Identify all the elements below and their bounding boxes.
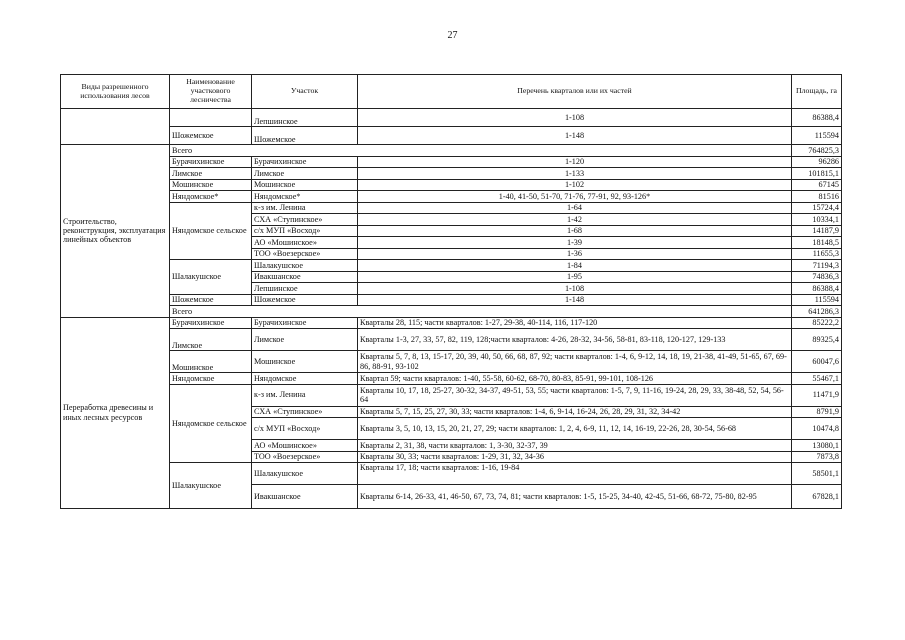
quarters-cell: 1-95 — [358, 271, 792, 283]
quarters-cell: 1-42 — [358, 214, 792, 226]
plot-cell: к-з им. Ленина — [252, 202, 358, 214]
plot-cell: СХА «Ступинское» — [252, 406, 358, 418]
plot-cell: Шалакушское — [252, 463, 358, 485]
area-cell: 81516 — [792, 191, 842, 203]
forestry-cell: Няндомское* — [170, 191, 252, 203]
plot-cell: Ивакшанское — [252, 271, 358, 283]
forestry-cell: Няндомское сельское — [170, 384, 252, 463]
quarters-cell: 1-36 — [358, 248, 792, 260]
quarters-cell: Кварталы 30, 33; части кварталов: 1-29, 31, 32, 34-36 — [358, 451, 792, 463]
table-row — [61, 202, 842, 214]
area-cell: 86388,4 — [792, 283, 842, 295]
area-cell: 115594 — [792, 294, 842, 306]
quarters-cell: Кварталы 1-3, 27, 33, 57, 82, 119, 128;части кварталов: 4-26, 28-32, 34-56, 58-81, 83-118, 120-127, 129-133 — [358, 329, 792, 351]
quarters-cell: 1-102 — [358, 179, 792, 191]
area-cell: 58501,1 — [792, 463, 842, 485]
table-row — [61, 127, 842, 145]
quarters-cell: Кварталы 5, 7, 8, 13, 15-17, 20, 39, 40, 50, 66, 68, 87, 92; части кварталов: 1-4, 6, 9-12, 14, 18, 19, 21-38, 41-49, 51-65, 67, 69-86, 88-91, 93-102 — [358, 351, 792, 373]
forestry-cell: Бурачихинское — [170, 317, 252, 329]
total-area: 764825,3 — [792, 145, 842, 157]
area-cell: 11471,9 — [792, 384, 842, 406]
plot-cell: Шожемское — [252, 294, 358, 306]
table-row — [61, 260, 842, 272]
forestry-cell: Шожемское — [170, 294, 252, 306]
quarters-cell: 1-148 — [358, 294, 792, 306]
quarters-cell: 1-120 — [358, 156, 792, 168]
header-area: Площадь, га — [792, 75, 842, 109]
plot-cell: Ивакшанское — [252, 485, 358, 509]
plot-cell: ТОО «Воезерское» — [252, 248, 358, 260]
area-cell: 85222,2 — [792, 317, 842, 329]
table-row — [61, 191, 842, 203]
header-forestry: Наименование участкового лесничества — [170, 75, 252, 109]
plot-cell: с/х МУП «Восход» — [252, 418, 358, 440]
area-cell: 13080,1 — [792, 440, 842, 452]
forestry-cell: Бурачихинское — [170, 156, 252, 168]
forestry-cell: Няндомское сельское — [170, 202, 252, 260]
quarters-cell: 1-64 — [358, 202, 792, 214]
total-label: Всего — [170, 306, 792, 318]
forestry-cell: Няндомское — [170, 373, 252, 385]
plot-cell: Лепшинское — [252, 283, 358, 295]
area-cell: 18148,5 — [792, 237, 842, 249]
area-cell: 89325,4 — [792, 329, 842, 351]
plot-cell: Мошинское — [252, 351, 358, 373]
plot-cell: Мошинское — [252, 179, 358, 191]
area-cell: 74836,3 — [792, 271, 842, 283]
table-row — [61, 329, 842, 351]
header-plot: Участок — [252, 75, 358, 109]
area-cell: 10334,1 — [792, 214, 842, 226]
total-area: 641286,3 — [792, 306, 842, 318]
plot-cell: Бурачихинское — [252, 317, 358, 329]
quarters-cell: Кварталы 17, 18; части кварталов: 1-16, 19-84 — [358, 463, 792, 485]
table-row — [61, 463, 842, 485]
plot-cell: СХА «Ступинское» — [252, 214, 358, 226]
quarters-cell: 1-39 — [358, 237, 792, 249]
plot-cell: Лимское — [252, 168, 358, 180]
forestry-cell: Лимское — [170, 329, 252, 351]
plot-cell: ТОО «Воезерское» — [252, 451, 358, 463]
use-type-cell: Строительство, реконструкция, эксплуатация линейных объектов — [61, 145, 170, 318]
use-type-cell: Переработка древесины и иных лесных ресурсов — [61, 317, 170, 509]
plot-cell: к-з им. Ленина — [252, 384, 358, 406]
area-cell: 67828,1 — [792, 485, 842, 509]
plot-cell: Бурачихинское — [252, 156, 358, 168]
forestry-cell: Шалакушское — [170, 260, 252, 295]
forestry-cell: Лимское — [170, 168, 252, 180]
area-cell: 60047,6 — [792, 351, 842, 373]
area-cell: 115594 — [792, 127, 842, 145]
table-row — [61, 351, 842, 373]
total-row — [61, 306, 842, 318]
table-row — [61, 156, 842, 168]
area-cell: 67145 — [792, 179, 842, 191]
plot-cell: с/х МУП «Восход» — [252, 225, 358, 237]
table-row — [61, 384, 842, 406]
area-cell: 101815,1 — [792, 168, 842, 180]
quarters-cell: 1-84 — [358, 260, 792, 272]
area-cell: 55467,1 — [792, 373, 842, 385]
quarters-cell: Кварталы 28, 115; части кварталов: 1-27, 29-38, 40-114, 116, 117-120 — [358, 317, 792, 329]
plot-cell: Няндомское* — [252, 191, 358, 203]
forestry-cell: Шожемское — [170, 127, 252, 145]
forestry-cell: Мошинское — [170, 351, 252, 373]
quarters-cell: 1-133 — [358, 168, 792, 180]
table-row — [61, 294, 842, 306]
plot-cell: Шалакушское — [252, 260, 358, 272]
area-cell: 96286 — [792, 156, 842, 168]
table-row — [61, 179, 842, 191]
quarters-cell: 1-148 — [358, 127, 792, 145]
quarters-cell: Кварталы 5, 7, 15, 25, 27, 30, 33; части кварталов: 1-4, 6, 9-14, 16-24, 26, 28, 29, 31, 32, 34-42 — [358, 406, 792, 418]
area-cell: 8791,9 — [792, 406, 842, 418]
header-row — [61, 75, 842, 109]
quarters-cell: Кварталы 3, 5, 10, 13, 15, 20, 21, 27, 29; части кварталов: 1, 2, 4, 6-9, 11, 12, 14, 16-19, 22-26, 28, 30-54, 56-68 — [358, 418, 792, 440]
table-row — [61, 168, 842, 180]
plot-cell: Шожемское — [252, 127, 358, 145]
quarters-cell: Квартал 59; части кварталов: 1-40, 55-58, 60-62, 68-70, 80-83, 85-91, 99-101, 108-126 — [358, 373, 792, 385]
header-use-type: Виды разрешенного использования лесов — [61, 75, 170, 109]
plot-cell: Лепшинское — [252, 109, 358, 127]
area-cell: 7873,8 — [792, 451, 842, 463]
area-cell: 10474,8 — [792, 418, 842, 440]
plot-cell: Няндомское — [252, 373, 358, 385]
quarters-cell: 1-108 — [358, 109, 792, 127]
page-number: 27 — [447, 30, 458, 41]
plot-cell: АО «Мошинское» — [252, 440, 358, 452]
area-cell: 14187,9 — [792, 225, 842, 237]
forestry-cell: Шалакушское — [170, 463, 252, 509]
quarters-cell: 1-108 — [358, 283, 792, 295]
plot-cell: Лимское — [252, 329, 358, 351]
table-row — [61, 317, 842, 329]
table-row — [61, 109, 842, 127]
quarters-cell: Кварталы 2, 31, 38, части кварталов: 1, 3-30, 32-37, 39 — [358, 440, 792, 452]
quarters-cell: 1-40, 41-50, 51-70, 71-76, 77-91, 92, 93-126* — [358, 191, 792, 203]
plot-cell: АО «Мошинское» — [252, 237, 358, 249]
forestry-cell: Мошинское — [170, 179, 252, 191]
area-cell: 11655,3 — [792, 248, 842, 260]
quarters-cell: Кварталы 6-14, 26-33, 41, 46-50, 67, 73, 74, 81; части кварталов: 1-5, 15-25, 34-40, 42-45, 51-66, 68-72, 75-80, 82-95 — [358, 485, 792, 509]
area-cell: 86388,4 — [792, 109, 842, 127]
area-cell: 71194,3 — [792, 260, 842, 272]
total-row — [61, 145, 842, 157]
total-label: Всего — [170, 145, 792, 157]
forestry-cell — [170, 109, 252, 127]
forest-use-table — [60, 74, 842, 509]
header-quarters: Перечень кварталов или их частей — [358, 75, 792, 109]
area-cell: 15724,4 — [792, 202, 842, 214]
use-type-cell — [61, 109, 170, 145]
quarters-cell: Кварталы 10, 17, 18, 25-27, 30-32, 34-37, 49-51, 53, 55; части кварталов: 1-5, 7, 9, 11-16, 19-24, 28, 29, 33, 38-48, 52, 54, 56-64 — [358, 384, 792, 406]
quarters-cell: 1-68 — [358, 225, 792, 237]
table-row — [61, 373, 842, 385]
